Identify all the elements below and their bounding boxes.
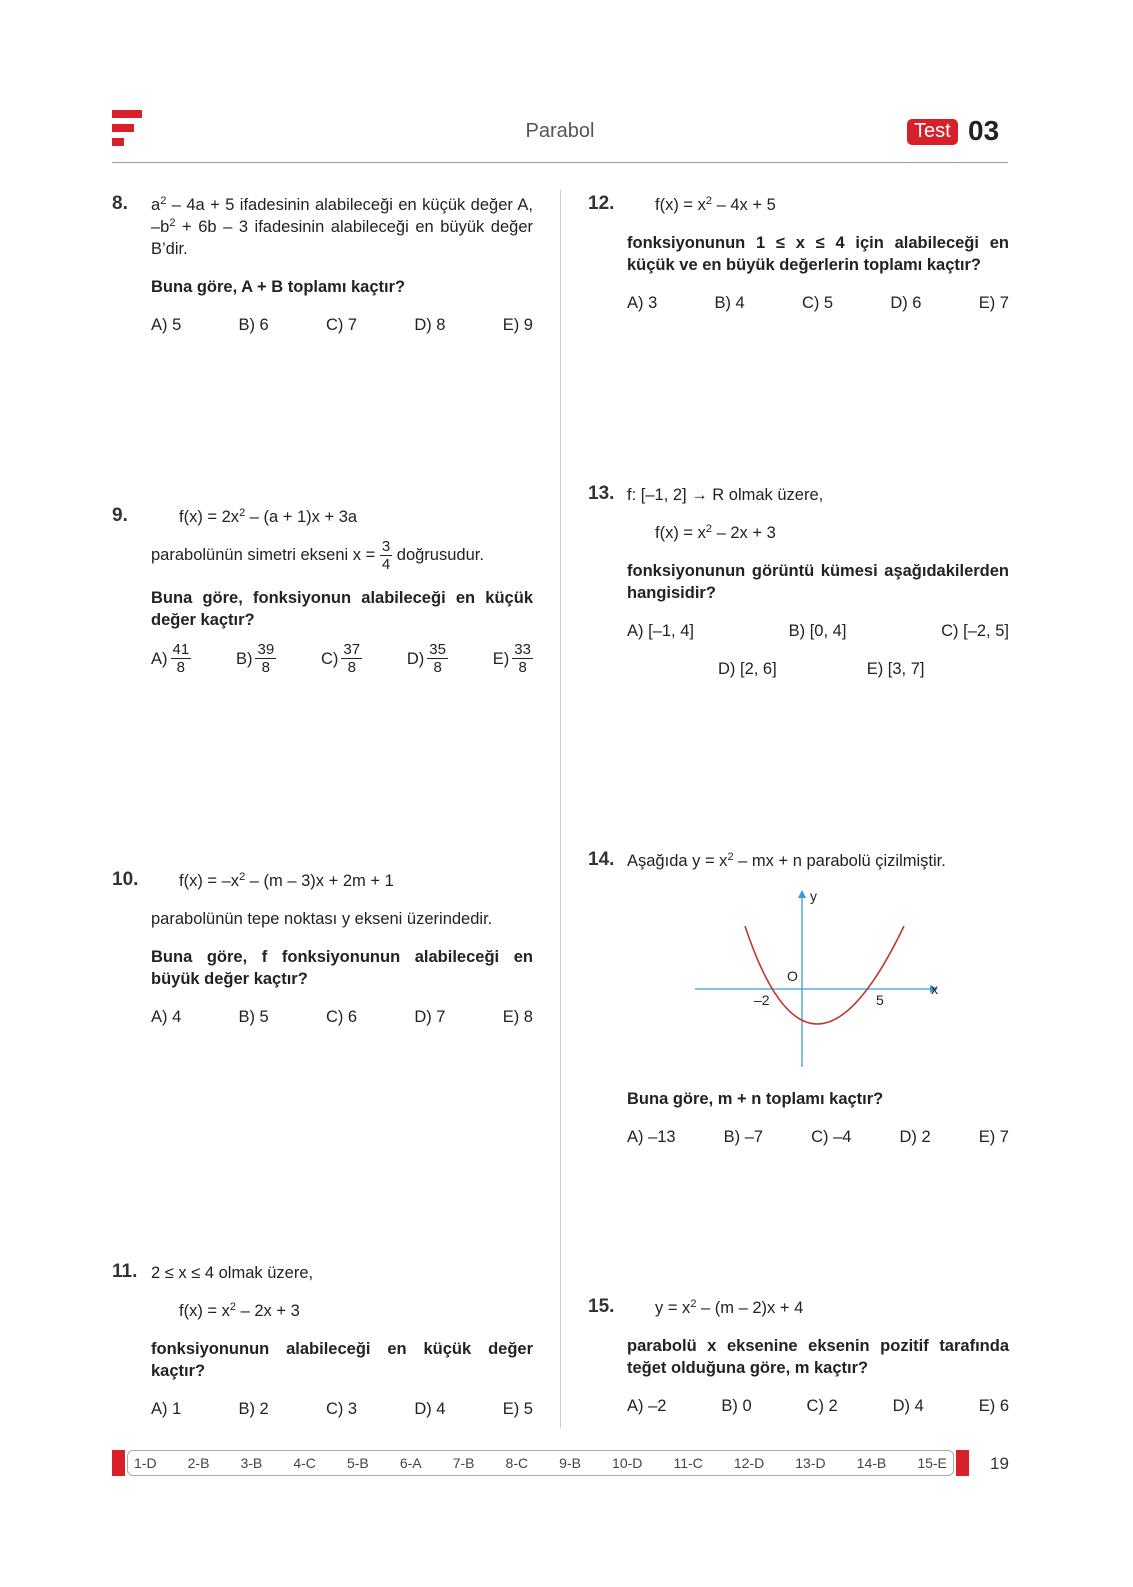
choice-a[interactable]: A) –13 — [627, 1128, 676, 1146]
choice-b[interactable]: B) 0 — [721, 1397, 752, 1415]
y-axis-arrow — [798, 890, 806, 898]
choice-e[interactable]: E) [3, 7] — [866, 660, 925, 678]
question-condition: 2 ≤ x ≤ 4 olmak üzere, — [151, 1264, 314, 1282]
choice-c[interactable]: C) 2 — [806, 1397, 838, 1415]
choices — [151, 1398, 533, 1420]
test-badge: Test — [907, 119, 958, 145]
choice-a[interactable]: A) 3 — [627, 294, 658, 312]
choice-e[interactable]: E) 8 — [502, 1008, 533, 1026]
answer-key-item: 8-C — [505, 1455, 529, 1471]
answer-key-item: 15-E — [917, 1455, 947, 1471]
question-number: 11. — [112, 1261, 138, 1282]
choice-c[interactable]: C) 7 — [325, 316, 358, 334]
function-expression: $f(x) = x^2 - 4x + 5$ — [655, 195, 776, 214]
question-ask: fonksiyonunun 1 ≤ x ≤ 4 için alabileceği en küçük ve en büyük değerlerin toplamı kaçtır? — [627, 234, 1009, 274]
x-axis-label: x — [931, 981, 938, 997]
choice-a[interactable]: A) 5 — [151, 316, 182, 334]
choices — [627, 1395, 1009, 1417]
choice-e[interactable]: E) 6 — [978, 1397, 1009, 1415]
choice-e[interactable]: E) 5 — [502, 1400, 533, 1418]
choices — [151, 314, 533, 336]
choice-b[interactable]: B) [0, 4] — [788, 622, 847, 640]
answer-key-bar — [112, 1450, 969, 1476]
choice-b[interactable]: B) 5 — [238, 1008, 269, 1026]
parabola-curve — [745, 926, 904, 1024]
page-title: Parabol — [525, 120, 595, 142]
question-15 — [627, 1297, 1009, 1417]
choice-a[interactable]: A) 4 — [151, 1008, 182, 1026]
answer-key-item: 4-C — [293, 1455, 316, 1471]
question-number: 14. — [588, 849, 615, 870]
question-12 — [627, 194, 1009, 314]
question-ask: fonksiyonunun alabileceği en küçük değer kaçtır? — [151, 1340, 533, 1380]
answer-key-item: 14-B — [856, 1455, 887, 1471]
choice-d[interactable]: D) 6 — [890, 294, 922, 312]
choice-c[interactable]: C) –4 — [811, 1128, 852, 1146]
choice-d[interactable]: D) 2 — [899, 1128, 931, 1146]
question-ask: Buna göre, f fonksiyonunun alabileceği en büyük değer kaçtır? — [151, 948, 533, 988]
question-ask: Buna göre, A + B toplamı kaçtır? — [151, 278, 406, 296]
question-number: 8. — [112, 193, 128, 214]
answer-key-item: 5-B — [346, 1455, 369, 1471]
choice-a[interactable]: A) –2 — [627, 1397, 667, 1415]
choice-b[interactable]: B) –7 — [723, 1128, 764, 1146]
fraction: $\frac{3}{4}$ — [381, 538, 391, 573]
choice-d[interactable]: D) 8 — [414, 316, 446, 334]
question-ask: Buna göre, m + n toplamı kaçtır? — [627, 1090, 884, 1108]
choice-d[interactable]: D) $\frac{35}{8}$ — [406, 641, 446, 676]
answer-key-item: 6-A — [399, 1455, 422, 1471]
choices — [627, 292, 1009, 314]
answer-bar-accent-left — [112, 1450, 125, 1476]
answer-bar-accent-right — [956, 1450, 969, 1476]
choices — [151, 1006, 533, 1028]
choice-b[interactable]: B) $\frac{39}{8}$ — [235, 641, 275, 676]
choice-d[interactable]: D) 4 — [892, 1397, 924, 1415]
function-expression: $y = x^2 - (m - 2)x + 4$ — [655, 1298, 804, 1317]
choice-d[interactable]: D) 4 — [414, 1400, 446, 1418]
choice-a[interactable]: A) [–1, 4] — [627, 622, 694, 640]
question-condition: f: [–1, 2] → R olmak üzere, — [627, 486, 824, 504]
function-expression: $f(x) = 2x^2 - (a + 1)x + 3a$ — [179, 507, 358, 526]
question-14 — [627, 850, 1009, 872]
column-divider — [560, 190, 561, 1428]
answer-key-item: 2-B — [187, 1455, 210, 1471]
choice-e[interactable]: E) $\frac{33}{8}$ — [492, 641, 531, 676]
choices — [151, 641, 533, 676]
choice-a[interactable]: A) $\frac{41}{8}$ — [151, 641, 190, 676]
answer-key-item: 13-D — [795, 1455, 826, 1471]
choice-b[interactable]: B) 4 — [714, 294, 745, 312]
question-number: 12. — [588, 193, 615, 214]
answer-key-item: 10-D — [612, 1455, 643, 1471]
question-number: 9. — [112, 505, 128, 526]
choice-c[interactable]: C) 3 — [325, 1400, 358, 1418]
choice-c[interactable]: C) $\frac{37}{8}$ — [320, 641, 361, 676]
parabola-graph — [690, 882, 950, 1072]
choice-b[interactable]: B) 2 — [238, 1400, 269, 1418]
choice-d[interactable]: D) [2, 6] — [718, 660, 777, 678]
question-text: parabolünün tepe noktası y ekseni üzerindedir. — [151, 910, 493, 928]
question-14-ask — [627, 1088, 1009, 1148]
question-10 — [151, 870, 533, 1028]
question-13 — [627, 484, 1009, 680]
answer-key-item: 1-D — [134, 1455, 157, 1471]
question-ask: parabolü x eksenine eksenin pozitif tarafında teğet olduğuna göre, m kaçtır? — [627, 1337, 1009, 1377]
question-text: Aşağıda $y = x^2$ – mx + n parabolü çizilmiştir. — [627, 851, 946, 870]
test-number: 03 — [968, 115, 1000, 146]
question-number: 10. — [112, 869, 139, 890]
choice-d[interactable]: D) 7 — [414, 1008, 446, 1026]
answer-key-item: 11-C — [673, 1455, 703, 1471]
question-number: 15. — [588, 1296, 615, 1317]
header-divider — [112, 162, 1008, 163]
question-11 — [151, 1262, 533, 1420]
choices-row-2 — [627, 658, 1009, 680]
answer-key-item: 7-B — [452, 1455, 475, 1471]
choice-e[interactable]: E) 7 — [978, 1128, 1009, 1146]
function-expression: $f(x) = -x^2 - (m - 3)x + 2m + 1$ — [179, 871, 394, 890]
function-expression: $f(x) = x^2 - 2x + 3$ — [655, 523, 776, 542]
answer-key-item: 9-B — [559, 1455, 581, 1471]
answer-key-list — [127, 1450, 954, 1476]
root-label-left: –2 — [754, 992, 770, 1008]
answer-key-item: 12-D — [733, 1455, 765, 1471]
y-axis-label: y — [810, 888, 817, 904]
question-text: parabolünün simetri ekseni x = $\frac{3}{4}$ doğrusudur. — [151, 538, 484, 573]
choice-e[interactable]: E) 7 — [978, 294, 1009, 312]
choice-c[interactable]: C) [–2, 5] — [941, 622, 1009, 640]
root-label-right: 5 — [876, 992, 884, 1008]
choices — [627, 1126, 1009, 1148]
question-text: $a^2 - 4a + 5$ ifadesinin alabileceği en küçük değer A, $-b^2 + 6b - 3$ ifadesinin alabileceği en büyük değer B’dir. — [151, 195, 533, 258]
choice-c[interactable]: C) 5 — [801, 294, 834, 312]
origin-label: O — [787, 968, 798, 984]
question-8 — [151, 194, 533, 336]
page-number: 19 — [990, 1454, 1009, 1473]
question-number: 13. — [588, 483, 615, 504]
choice-c[interactable]: C) 6 — [325, 1008, 358, 1026]
choice-e[interactable]: E) 9 — [502, 316, 533, 334]
question-ask: Buna göre, fonksiyonun alabileceği en küçük değer kaçtır? — [151, 589, 533, 629]
choice-a[interactable]: A) 1 — [151, 1400, 182, 1418]
choices-row-1 — [627, 620, 1009, 642]
answer-key-item: 3-B — [240, 1455, 263, 1471]
choice-b[interactable]: B) 6 — [238, 316, 269, 334]
question-9 — [151, 506, 533, 676]
question-ask: fonksiyonunun görüntü kümesi aşağıdakilerden hangisidir? — [627, 562, 1009, 602]
function-expression: $f(x) = x^2 - 2x + 3$ — [179, 1301, 300, 1320]
